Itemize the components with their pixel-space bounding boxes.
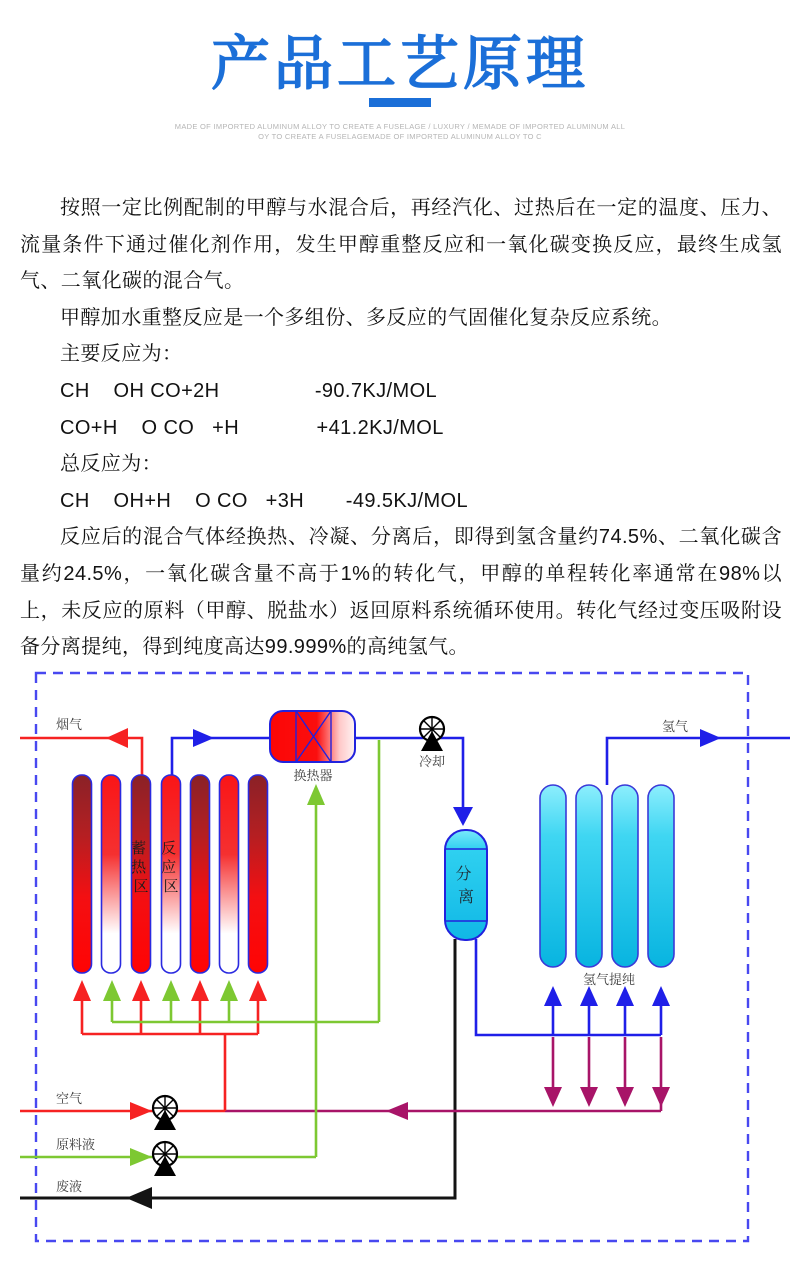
psa-tube (576, 785, 602, 967)
heat-exchanger (270, 711, 355, 762)
page-title: 产品工艺原理 (210, 31, 589, 97)
reactor-tube (73, 775, 92, 973)
equation-1: CH OH CO+2H -90.7KJ/MOL (60, 379, 438, 402)
separator-label: 分 离 (455, 864, 475, 906)
paragraph-1: 按照一定比例配制的甲醇与水混合后，再经汽化、过热后在一定的温度、压力、流量条件下通过催化剂作用，发生甲醇重整反应和一氧化碳变换反应，最终生成氢气、二氧化碳的混合气。 (20, 197, 782, 293)
separator-inlet-arrowhead (453, 807, 473, 826)
subtitle-caption (0, 122, 800, 142)
psa-purification-tubes (540, 785, 674, 967)
waste-liquid-label: 废液 (56, 1180, 83, 1195)
psa-tube (612, 785, 638, 967)
reaction-zone-label: 反 应 区 (161, 839, 179, 895)
heat-exchanger-label: 换热器 (293, 769, 333, 784)
waste-pipe (20, 939, 455, 1198)
air-blower-icon (153, 1096, 177, 1130)
feed-pump-icon (153, 1142, 177, 1176)
title-underline-bar (369, 98, 431, 107)
flue-gas-label: 烟气 (56, 718, 83, 733)
separator-vessel (445, 830, 487, 940)
reactor-tube (249, 775, 268, 973)
feed-riser-arrowhead (307, 784, 325, 805)
feed-liquid-label: 原料液 (56, 1138, 96, 1153)
cooling-fan-icon (420, 717, 444, 751)
h2-purification-label: 氢气提纯 (582, 973, 636, 988)
paragraph-3: 反应后的混合气体经换热、冷凝、分离后，即得到氢含量约74.5%、二氧化碳含量约24.5%，一氧化碳含量不高于1%的转化气，甲醇的单程转化率通常在98%以上，未反应的原料（甲醇、脱盐水）返回原料系统循环使用。转化气经过变压吸附设备分离提纯，得到纯度高达99.999%的高纯氢气。 (20, 526, 782, 659)
psa-tube (540, 785, 566, 967)
air-label: 空气 (56, 1092, 83, 1107)
cooling-label: 冷却 (418, 755, 446, 770)
reactor-tube (191, 775, 210, 973)
equation-3: CH OH+H O CO +3H -49.5KJ/MOL (60, 489, 469, 512)
regen-zone-label: 蓄 热 区 (131, 839, 149, 895)
purge-gas-pipes (225, 1037, 661, 1111)
flue-gas-arrowhead (106, 728, 128, 748)
air-arrowhead (130, 1102, 152, 1120)
subtitle-line-1: MADE OF IMPORTED ALUMINUM ALLOY TO CREATE A FUSELAGE / LUXURY / MEMADE OF IMPORTED ALUMINUM ALL (174, 122, 626, 131)
hydrogen-out-arrowhead (700, 729, 721, 747)
total-reaction-heading: 总反应为： (60, 453, 162, 476)
waste-pipe-arrowheads (126, 1187, 152, 1209)
body-text (20, 190, 782, 666)
main-reaction-heading: 主要反应为： (60, 343, 183, 366)
hydrogen-out-label: 氢气 (662, 720, 689, 735)
reactor-tube (220, 775, 239, 973)
paragraph-2: 甲醇加水重整反应是一个多组份、多反应的气固催化复杂反应系统。 (60, 306, 672, 329)
psa-tube (648, 785, 674, 967)
equation-2: CO+H O CO +H +41.2KJ/MOL (60, 416, 444, 439)
process-flow-diagram (0, 670, 800, 1263)
reactor-tube (102, 775, 121, 973)
waste-left-arrowhead (126, 1187, 152, 1209)
feed-arrowhead (130, 1148, 152, 1166)
purge-gas-arrowheads (386, 1087, 670, 1120)
subtitle-line-2: OY TO CREATE A FUSELAGEMADE OF IMPORTED ALUMINUM ALLOY TO C (258, 132, 542, 141)
purge-left-arrowhead (386, 1102, 408, 1120)
